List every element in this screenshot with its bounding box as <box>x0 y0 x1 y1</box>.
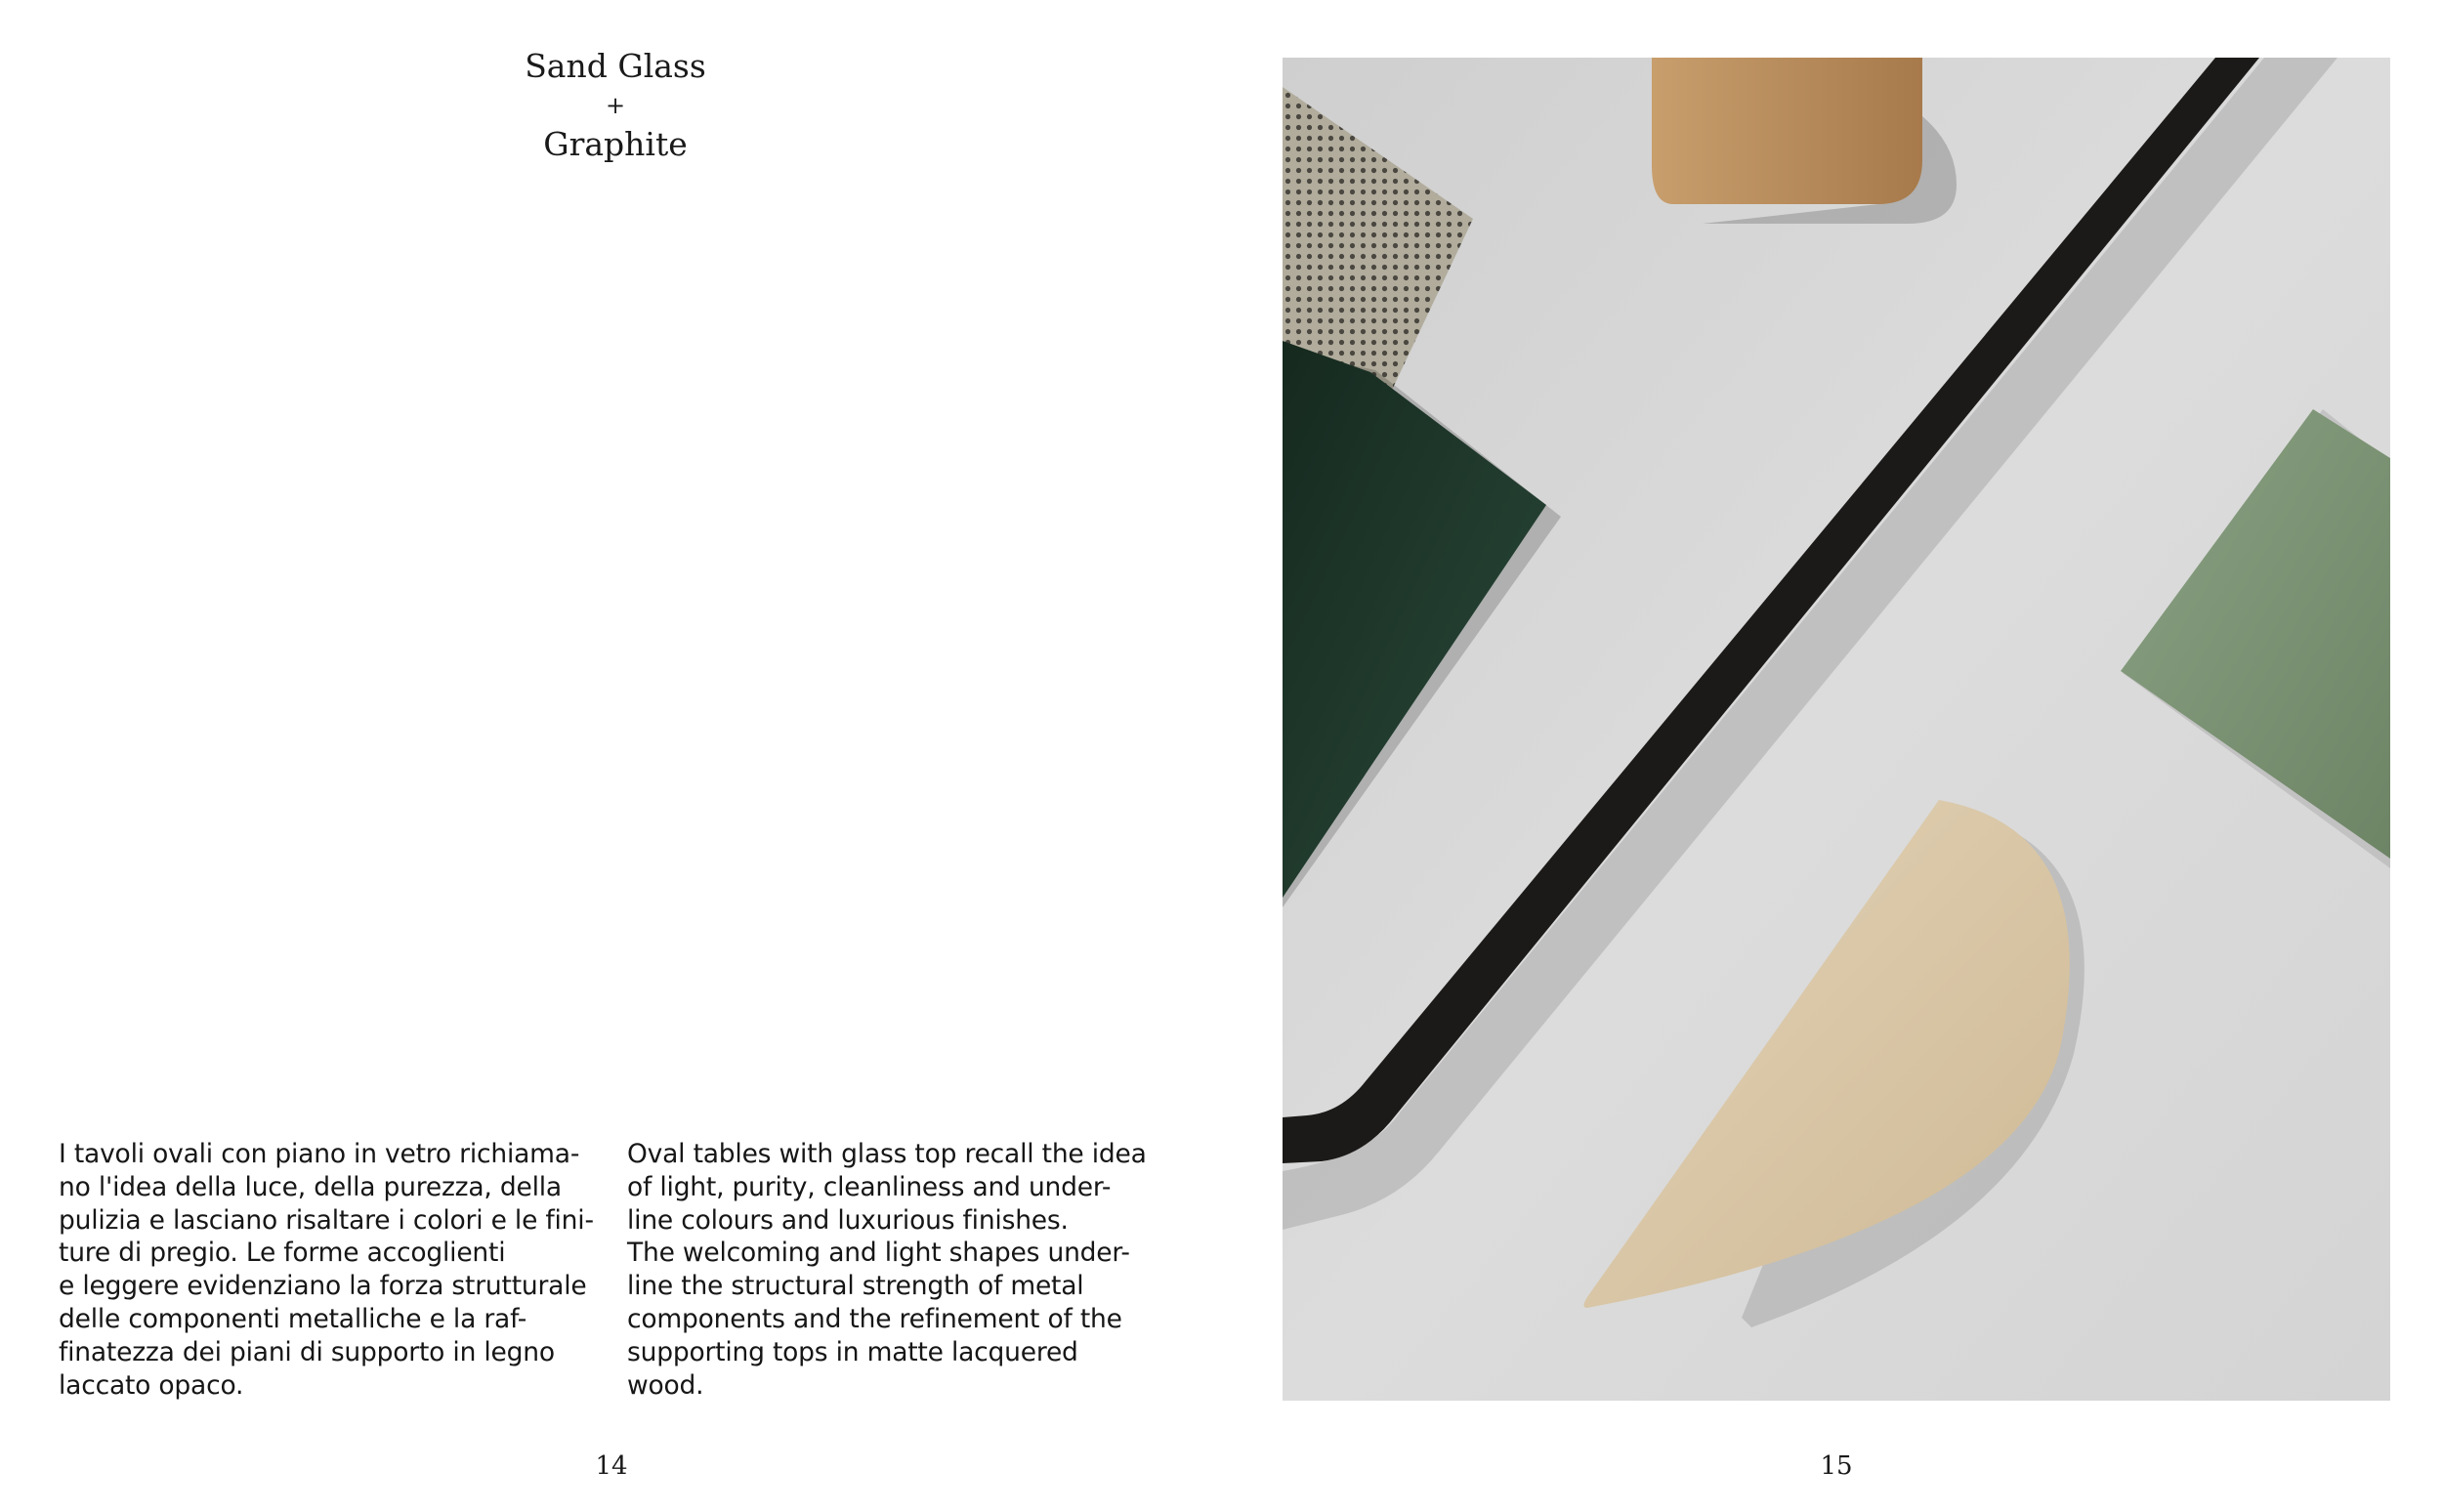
oak-sample <box>1652 58 1922 204</box>
page-number-left: 14 <box>595 1451 628 1481</box>
title-plus: + <box>605 92 626 119</box>
italian-description: I tavoli ovali con piano in vetro richiama- no l'idea della luce, della purezza, della pulizia e lasciano risaltare i colori e le fini- ture di pregio. Le forme accoglienti e leggere evidenziano la forza strutturale delle componenti metalliche e la raf- finatezza dei piani di supporto in legno laccato opaco. <box>59 1139 594 1401</box>
material-samples-photo <box>1283 58 2390 1401</box>
title-line-1: Sand Glass <box>525 47 706 85</box>
title-line-2: Graphite <box>543 125 688 163</box>
page-title <box>420 47 811 164</box>
photo-illustration <box>1283 58 2390 1401</box>
english-description: Oval tables with glass top recall the idea of light, purity, cleanliness and under- line colours and luxurious finishes. The welcoming and light shapes under- line the structural strength of metal components and the refinement of the supporting tops in matte lacquered wood. <box>627 1139 1147 1401</box>
page-number-right: 15 <box>1820 1451 1853 1481</box>
